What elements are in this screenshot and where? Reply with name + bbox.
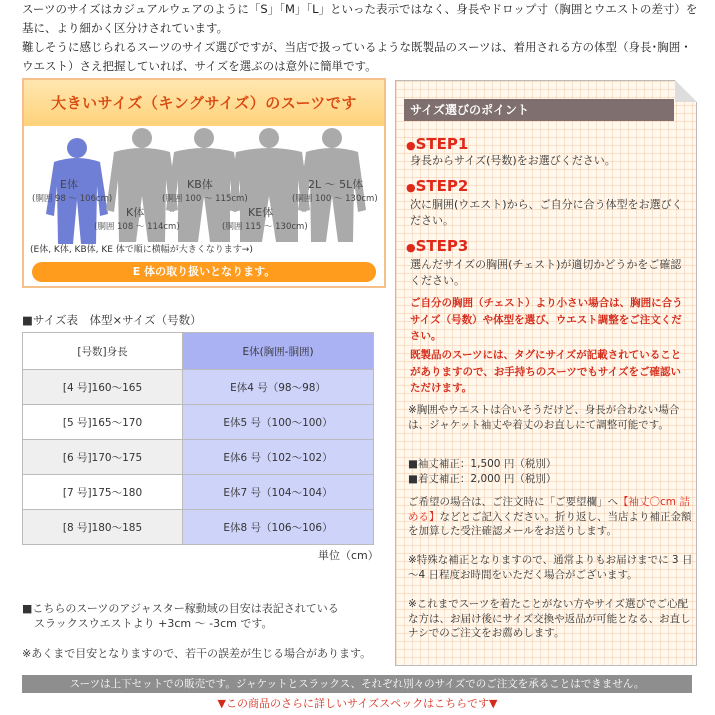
step3-text: 選んだサイズの胸囲(チェスト)が適切かどうかをご確認ください。 (410, 258, 682, 287)
sleeve-fix-price: ■袖丈補正：1,500 円（税別） (408, 458, 557, 470)
adjuster-note-line-2: スラックスウエストより +3cm ～ -3cm です。 (34, 617, 273, 630)
table-row (23, 440, 374, 475)
intro-text (22, 0, 702, 76)
banner-width-note: (E体, K体, KB体, KE 体で順に横幅が大きくなります→) (30, 245, 253, 255)
step2-text: 次に胴囲(ウエスト)から、ご自分に合う体型をお選びください。 (410, 198, 683, 227)
2l-5l-body-range: (胴囲 100 ～ 130cm) (292, 194, 378, 204)
step3-heading (406, 237, 468, 255)
set-sale-notice: スーツは上下セットでの販売です。ジャケットとスラックス、それぞれ別々のサイズでのご注文を承ることはできません。 (22, 675, 692, 693)
k-body-range: (胴囲 108 ～ 114cm) (94, 222, 180, 232)
step-bullet-icon: ● (406, 139, 416, 152)
table-cell: [8 号]180～185 (23, 510, 183, 545)
first-time-note: ※これまでスーツを着たことがない方やサイズ選びでご心配な方は、お届け後にサイズ交換や返品が可能となる、お直しナシでのご注文をお薦めします。 (408, 598, 691, 639)
tag-size-warning: 既製品のスーツには、タグにサイズが記載されていることがありますので、お手持ちのスーツでもサイズをご確認いただけます。 (410, 349, 682, 394)
table-cell: E体8 号（106～106） (183, 510, 374, 545)
panel-heading: サイズ選びのポイント (404, 99, 674, 121)
step1-text: 身長からサイズ(号数)をお選びください。 (410, 154, 616, 167)
alteration-note: ※胸囲やウエストは合いそうだけど、身長が合わない場合は、ジャケット袖丈や着丈のお直しにて調整可能です。 (408, 404, 680, 431)
intro-line-1: スーツのサイズはカジュアルウェアのように「S」「M」「L」といった表示ではなく、身長やドロップ寸（胸囲とウエストの差寸）を基に、より細かく区分けされています。 (22, 2, 698, 35)
table-cell: [4 号]160～165 (23, 370, 183, 405)
length-fix-price: ■着丈補正：2,000 円（税別） (408, 473, 557, 485)
kb-body-range: (胴囲 100 ～ 115cm) (162, 194, 248, 204)
table-row (23, 510, 374, 545)
table-cell: [5 号]165～170 (23, 405, 183, 440)
table-header: E体(胸囲-胴囲) (183, 333, 374, 370)
chest-warning: ご自分の胸囲（チェスト）より小さい場合は、胸囲に合うサイズ（号数）や体型を選び、ウエスト調整をご注文ください。 (410, 297, 683, 342)
adjuster-note-line-1: ■こちらのスーツのアジャスター稼動域の目安は表記されている (22, 602, 339, 615)
size-spec-link[interactable]: ▼この商品のさらに詳しいサイズスペックはこちらです▼ (217, 697, 498, 710)
request-text-pre: ご希望の場合は、ご注文時に「ご要望欄」へ (408, 496, 618, 508)
e-body-label: E体 (60, 178, 78, 191)
special-alteration-note: ※特殊な補正となりますので、通常よりもお届けまでに 3 日～4 日程度お時間をいただく場合がございます。 (408, 554, 693, 581)
intro-line-2: 難しそうに感じられるスーツのサイズ選びですが、当店で扱っているような既製品のスーツは、着用される方の体型（身長･胸囲・ウエスト）さえ把握していれば、サイズを選ぶのは意外に簡単です。 (22, 40, 692, 73)
table-cell: E体6 号（102～102） (183, 440, 374, 475)
size-table (22, 332, 374, 545)
2l-5l-body-label: 2L ～ 5L体 (308, 178, 364, 191)
banner-title: 大きいサイズ（キングサイズ）のスーツです (51, 94, 357, 112)
step-bullet-icon: ● (406, 181, 416, 194)
e-body-badge: E 体の取り扱いとなります。 (32, 262, 376, 282)
request-instructions (408, 495, 694, 539)
step3-label: STEP3 (415, 237, 469, 255)
table-cell: E体7 号（104～104） (183, 475, 374, 510)
kb-body-label: KB体 (187, 178, 213, 191)
step2-heading (406, 177, 468, 195)
king-size-banner (22, 78, 386, 288)
disclaimer-note: ※あくまで目安となりますので、若干の誤差が生じる場合があります。 (22, 647, 372, 660)
table-cell: [6 号]170～175 (23, 440, 183, 475)
step2-label: STEP2 (415, 177, 469, 195)
table-cell: E体5 号（100～100） (183, 405, 374, 440)
table-row (23, 405, 374, 440)
table-header: [号数]身長 (23, 333, 183, 370)
unit-label: 単位（cm） (318, 549, 379, 562)
size-point-panel (395, 80, 697, 666)
step1-heading (406, 135, 468, 153)
table-row (23, 475, 374, 510)
panel-page-curl-icon (675, 80, 697, 102)
step-bullet-icon: ● (406, 241, 416, 254)
size-table-title: ■サイズ表 体型×サイズ（号数） (22, 313, 202, 327)
adjuster-note (22, 601, 382, 631)
table-cell: E体4 号（98～98） (183, 370, 374, 405)
e-body-range: (胴囲 98 ～ 106cm) (32, 194, 113, 204)
request-highlight: 【袖丈〇cm 詰める】 (408, 496, 690, 523)
k-body-label: K体 (126, 206, 145, 219)
table-cell: [7 号]175～180 (23, 475, 183, 510)
table-row (23, 370, 374, 405)
request-text-post: などとご記入ください。折り返し、当店より補正金額を加算した受注確認メールをお送りします。 (408, 510, 692, 537)
step1-label: STEP1 (415, 135, 469, 153)
table-header-row (23, 333, 374, 370)
ke-body-label: KE体 (248, 206, 274, 219)
ke-body-range: (胴囲 115 ～ 130cm) (222, 222, 308, 232)
